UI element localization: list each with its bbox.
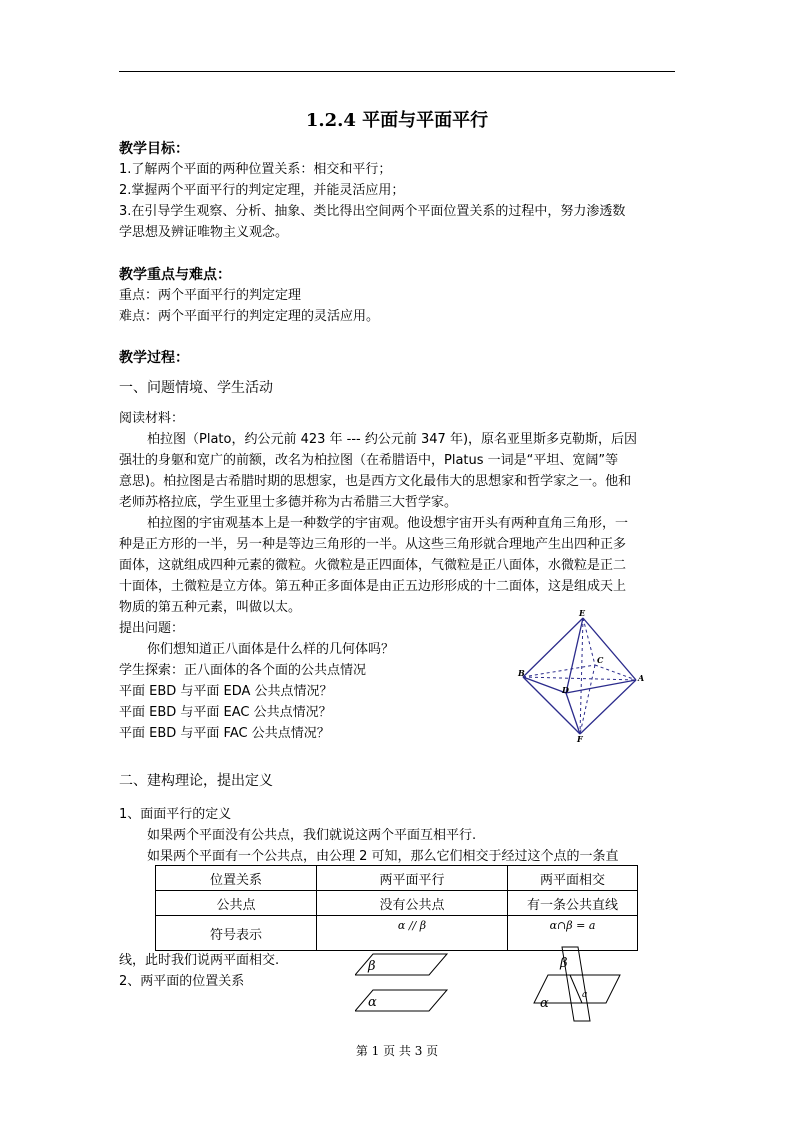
plane-beta-label: β bbox=[560, 956, 568, 971]
para1-line: 柏拉图（Plato，约公元前 423 年 --- 约公元前 347 年)，原名亚里斯多克勒斯，后因 bbox=[147, 432, 638, 447]
question-2: 平面 EBD 与平面 EAC 公共点情况？ bbox=[119, 705, 332, 720]
page-title: 1.2.4 平面与平面平行 bbox=[305, 110, 489, 131]
para2-line: 物质的第五种元素，叫做以太。 bbox=[119, 600, 302, 615]
definition-subheading: 1、面面平行的定义 bbox=[119, 807, 232, 822]
goals-heading: 教学目标： bbox=[119, 141, 189, 157]
goal-item: 学思想及辨证唯物主义观念。 bbox=[119, 225, 289, 240]
position-relation-table bbox=[155, 865, 638, 951]
question-label: 提出问题： bbox=[119, 621, 185, 636]
plane-alpha-label: α bbox=[368, 995, 377, 1010]
para2-line: 种是正方形的一半，另一种是等边三角形的一半。从这些三角形就合理地产生出四种正多 bbox=[119, 537, 627, 552]
vertex-label: B bbox=[518, 668, 525, 678]
goal-item: 1.了解两个平面的两种位置关系：相交和平行； bbox=[119, 162, 392, 177]
definition-intersect: 如果两个平面有一个公共点，由公理 2 可知，那么它们相交于经过这个点的一条直 bbox=[147, 849, 619, 864]
goal-item: 2.掌握两个平面平行的判定定理，并能灵活应用； bbox=[119, 183, 405, 198]
vertex-label: D bbox=[562, 685, 569, 695]
relation-subheading: 2、两平面的位置关系 bbox=[119, 974, 245, 989]
reading-label: 阅读材料： bbox=[119, 411, 185, 426]
para2-line: 柏拉图的宇宙观基本上是一种数学的宇宙观。他设想宇宙开头有两种直角三角形，一 bbox=[147, 516, 629, 531]
vertex-label: C bbox=[597, 655, 604, 665]
plane-beta-label: β bbox=[368, 959, 376, 974]
table-cell: 没有公共点 bbox=[317, 891, 508, 916]
page-footer: 第 1 页 共 3 页 bbox=[355, 1044, 439, 1058]
para1-line: 老师苏格拉底，学生亚里士多德并称为古希腊三大哲学家。 bbox=[119, 495, 458, 510]
section2-heading: 二、建构理论，提出定义 bbox=[119, 773, 273, 789]
explore-text: 学生探索：正八面体的各个面的公共点情况 bbox=[119, 663, 367, 678]
octahedron-figure bbox=[505, 605, 655, 745]
table-header: 两平面平行 bbox=[317, 866, 508, 891]
para2-line: 十面体，土微粒是立方体。第五种正多面体是由正五边形形成的十二面体，这是组成天上 bbox=[119, 579, 627, 594]
table-cell: 公共点 bbox=[156, 891, 317, 916]
keypoints-heading: 教学重点与难点： bbox=[119, 267, 231, 283]
question-text: 你们想知道正八面体是什么样的几何体吗？ bbox=[147, 642, 395, 657]
vertex-label: F bbox=[577, 734, 583, 744]
line-a-label: a bbox=[582, 990, 588, 1000]
para1-line: 意思)。柏拉图是古希腊时期的思想家，也是西方文化最伟大的思想家和哲学家之一。他和 bbox=[119, 474, 632, 489]
vertex-label: A bbox=[638, 673, 645, 683]
process-heading: 教学过程： bbox=[119, 350, 189, 366]
vertex-label: E bbox=[579, 608, 586, 618]
focus-text: 重点：两个平面平行的判定定理 bbox=[119, 288, 302, 303]
header-rule bbox=[119, 71, 675, 72]
parallel-planes-figure bbox=[355, 950, 455, 1015]
parallel-symbol: α // β bbox=[397, 919, 427, 932]
para2-line: 面体，这就组成四种元素的微粒。火微粒是正四面体，气微粒是正八面体，水微粒是正二 bbox=[119, 558, 627, 573]
question-3: 平面 EBD 与平面 FAC 公共点情况？ bbox=[119, 726, 330, 741]
para1-line: 强壮的身躯和宽广的前额，改名为柏拉图（在希腊语中，Platus 一词是“平坦、宽阔”等 bbox=[119, 453, 619, 468]
difficulty-text: 难点：两个平面平行的判定定理的灵活应用。 bbox=[119, 309, 380, 324]
definition-parallel: 如果两个平面没有公共点，我们就说这两个平面互相平行. bbox=[147, 828, 477, 843]
goal-item: 3.在引导学生观察、分析、抽象、类比得出空间两个平面位置关系的过程中，努力渗透数 bbox=[119, 204, 626, 219]
plane-alpha-label: α bbox=[540, 996, 549, 1011]
intersecting-planes-figure bbox=[532, 945, 622, 1025]
table-header: 两平面相交 bbox=[508, 866, 638, 891]
table-cell bbox=[317, 916, 508, 951]
table-cell: 有一条公共直线 bbox=[508, 891, 638, 916]
table-cell: 符号表示 bbox=[156, 916, 317, 951]
section1-heading: 一、问题情境、学生活动 bbox=[119, 380, 273, 396]
intersect-symbol: α∩β = a bbox=[549, 919, 596, 932]
definition-intersect-end: 线，此时我们说两平面相交. bbox=[119, 953, 280, 968]
table-header: 位置关系 bbox=[156, 866, 317, 891]
question-1: 平面 EBD 与平面 EDA 公共点情况？ bbox=[119, 684, 333, 699]
